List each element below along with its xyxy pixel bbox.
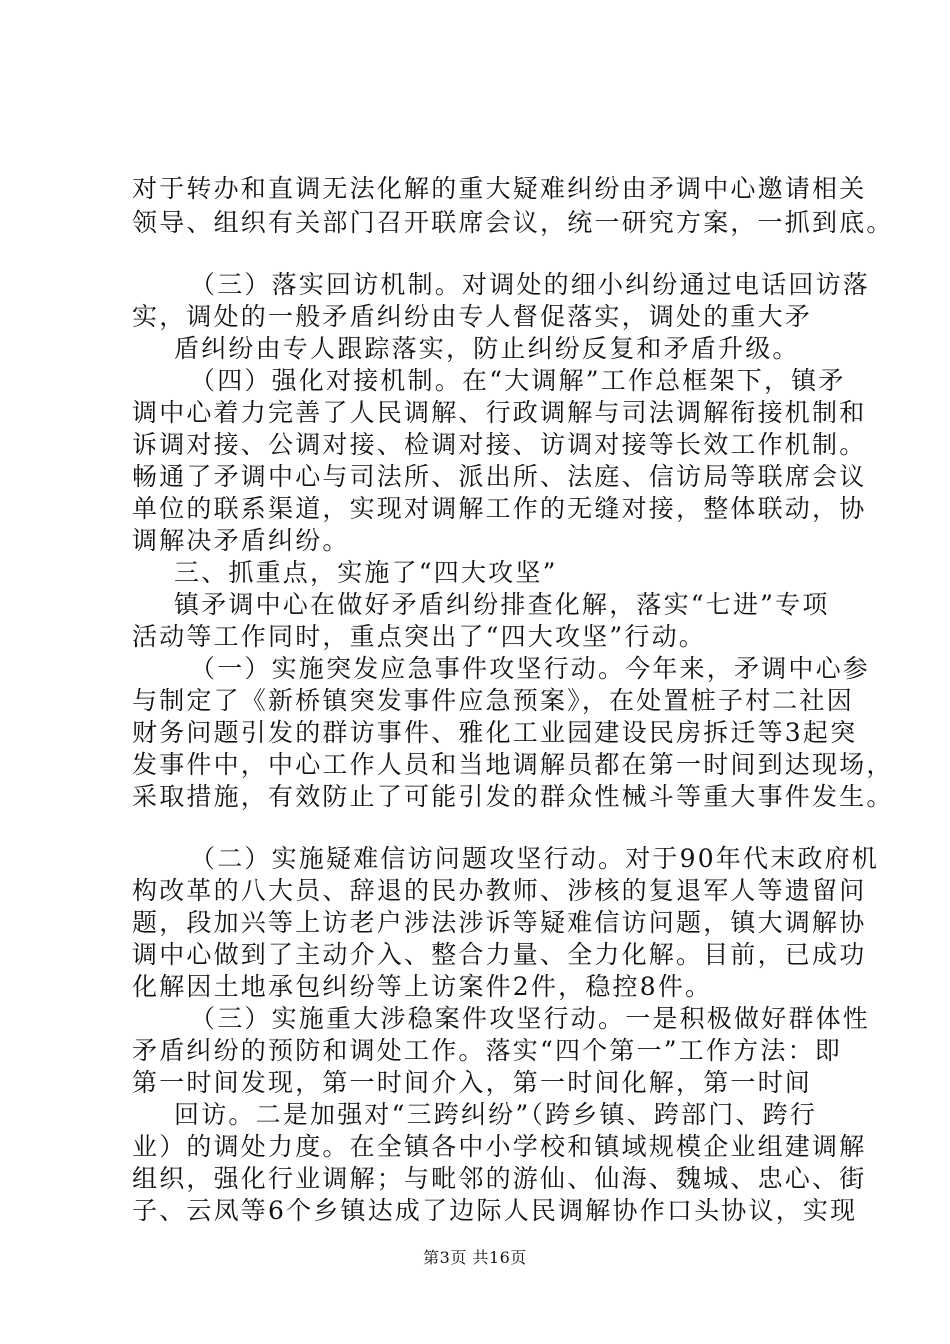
text-line: 回访。二是加强对“三跨纠纷”（跨乡镇、跨部门、跨行	[174, 1100, 818, 1129]
text-line: 活动等工作同时，重点突出了“四大攻坚”行动。	[132, 622, 706, 651]
text-line: 业）的调处力度。在全镇各中小学校和镇域规模企业组建调解	[132, 1132, 867, 1161]
text-line: 实，调处的一般矛盾纠纷由专人督促落实，调处的重大矛	[132, 302, 813, 331]
text-line: 盾纠纷由专人跟踪落实，防止纠纷反复和矛盾升级。	[174, 334, 800, 363]
text-line: （四）强化对接机制。在“大调解”工作总框架下，镇矛	[190, 366, 846, 395]
text-line: 领导、组织有关部门召开联席会议，统一研究方案，一抓到底。	[132, 208, 894, 237]
text-line: 诉调对接、公调对接、检调对接、访调对接等长效工作机制。	[132, 430, 867, 459]
text-line: 采取措施，有效防止了可能引发的群众性械斗等重大事件发生。	[132, 782, 894, 811]
text-line: 财务问题引发的群访事件、雅化工业园建设民房拆迁等3起突	[132, 718, 858, 747]
page-number: 第3页 共16页	[423, 1248, 527, 1267]
text-line: 构改革的八大员、辞退的民办教师、涉核的复退军人等遗留问	[132, 876, 867, 905]
text-line: （二）实施疑难信访问题攻坚行动。对于90年代末政府机	[190, 844, 880, 873]
text-line: 畅通了矛调中心与司法所、派出所、法庭、信访局等联席会议	[132, 462, 867, 491]
text-line: 与制定了《新桥镇突发事件应急预案》，在处置桩子村二社因	[132, 686, 854, 715]
text-line: 第一时间发现，第一时间介入，第一时间化解，第一时间	[132, 1068, 813, 1097]
text-line: 对于转办和直调无法化解的重大疑难纠纷由矛调中心邀请相关	[132, 174, 867, 203]
text-line: 调中心着力完善了人民调解、行政调解与司法调解衔接机制和	[132, 398, 867, 427]
text-line: 矛盾纠纷的预防和调处工作。落实“四个第一”工作方法：即	[132, 1036, 842, 1065]
text-line: 子、云凤等6个乡镇达成了边际人民调解协作口头协议，实现	[132, 1196, 858, 1225]
text-line: 题，段加兴等上访老户涉法涉诉等疑难信访问题，镇大调解协	[132, 908, 867, 937]
section-heading: 三、抓重点，实施了“四大攻坚”	[174, 558, 558, 587]
text-line: （三）实施重大涉稳案件攻坚行动。一是积极做好群体性	[190, 1004, 871, 1033]
text-line: 发事件中，中心工作人员和当地调解员都在第一时间到达现场，	[132, 750, 894, 779]
text-line: 调解决矛盾纠纷。	[132, 526, 350, 555]
text-line: 组织，强化行业调解；与毗邻的游仙、仙海、魏城、忠心、街	[132, 1164, 867, 1193]
text-line: （一）实施突发应急事件攻坚行动。今年来，矛调中心参	[190, 654, 871, 683]
text-line: 化解因土地承包纠纷等上访案件2件，稳控8件。	[132, 972, 713, 1001]
text-line: 单位的联系渠道，实现对调解工作的无缝对接，整体联动，协	[132, 494, 867, 523]
text-line: 镇矛调中心在做好矛盾纠纷排查化解，落实“七进”专项	[174, 590, 830, 619]
text-line: （三）落实回访机制。对调处的细小纠纷通过电话回访落	[190, 270, 871, 299]
text-line: 调中心做到了主动介入、整合力量、全力化解。目前，已成功	[132, 940, 867, 969]
